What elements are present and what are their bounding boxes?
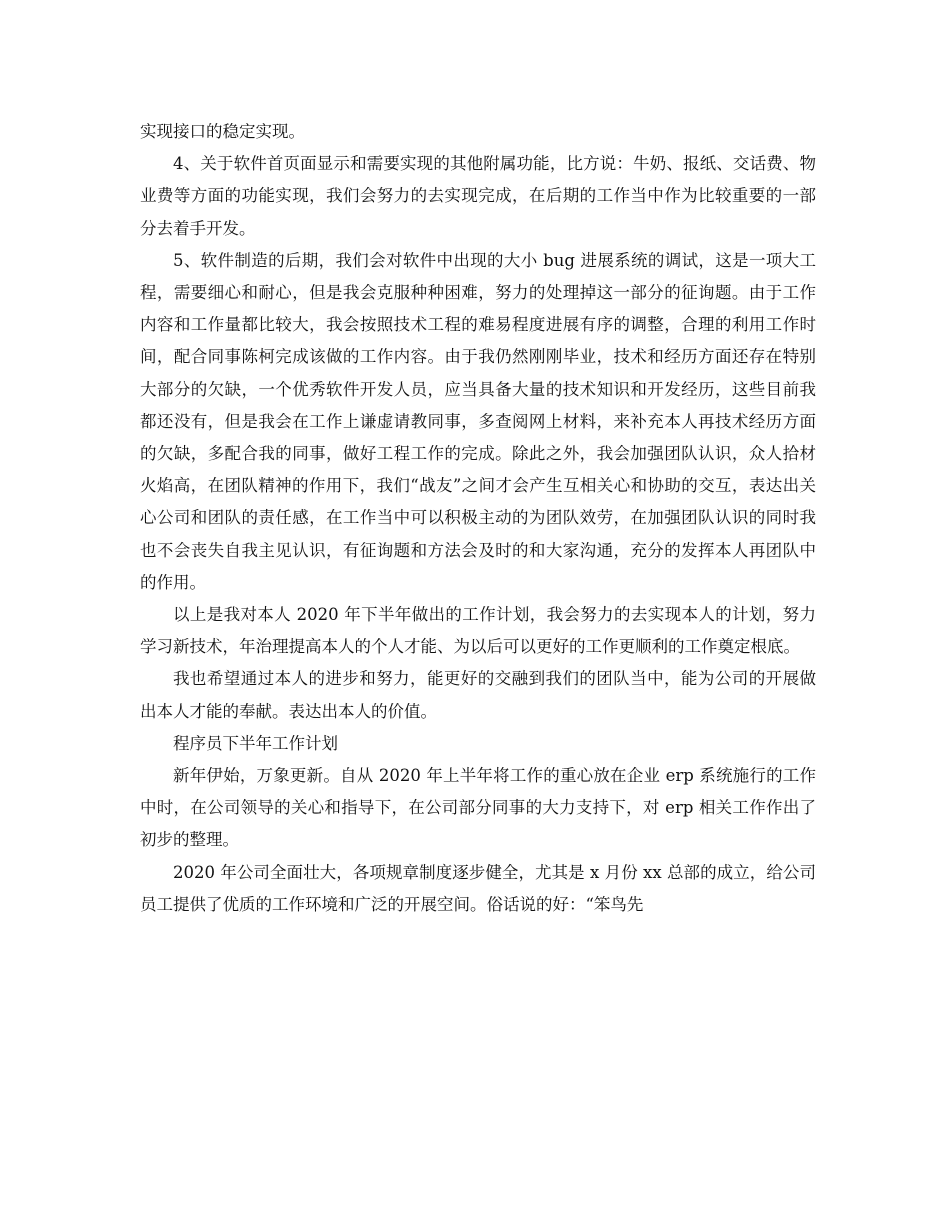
paragraph-item-5: 5、软件制造的后期，我们会对软件中出现的大小 bug 进展系统的调试，这是一项大工程，需要细心和耐心，但是我会克服种种困难，努力的处理掉这一部分的征询题。由于工作内容和工作量都比较大，我会按照技术工程的难易程度进展有序的调整，合理的利用工作时间，配合同事陈柯完成该做的工作内容。由于我仍然刚刚毕业，技术和经历方面还存在特别大部分的欠缺，一个优秀软件开发人员，应当具备大量的技术知识和开发经历，这些目前我都还没有，但是我会在工作上谦虚请教同事，多查阅网上材料，来补充本人再技术经历方面的欠缺，多配合我的同事，做好工程工作的完成。除此之外，我会加强团队认识，众人拾材火焰高，在团队精神的作用下，我们“战友”之间才会产生互相关心和协助的交互，表达出关心公司和团队的责任感，在工作当中可以积极主动的为团队效劳，在加强团队认识的同时我也不会丧失自我主见认识，有征询题和方法会及时的和大家沟通，充分的发挥本人再团队中的作用。 <box>140 250 816 592</box>
paragraph-item-4: 4、关于软件首页面显示和需要实现的其他附属功能，比方说：牛奶、报纸、交话费、物业费等方面的功能实现，我们会努力的去实现完成，在后期的工作当中作为比较重要的一部分去着手开发。 <box>140 154 816 238</box>
paragraph-hope: 我也希望通过本人的进步和努力，能更好的交融到我们的团队当中，能为公司的开展做出本人才能的奉献。表达出本人的价值。 <box>140 669 816 721</box>
document-body <box>140 116 816 921</box>
paragraph-new-year: 新年伊始，万象更新。自从 2020 年上半年将工作的重心放在企业 erp 系统施行的工作中时，在公司领导的关心和指导下，在公司部分同事的大力支持下，对 erp 相关工作作出了初步的整理。 <box>140 766 816 850</box>
paragraph-summary: 以上是我对本人 2020 年下半年做出的工作计划，我会努力的去实现本人的计划，努力学习新技术，年治理提高本人的个人才能、为以后可以更好的工作更顺利的工作奠定根底。 <box>140 605 816 657</box>
section-heading: 程序员下半年工作计划 <box>173 733 338 753</box>
paragraph-continuation: 实现接口的稳定实现。 <box>140 122 305 141</box>
paragraph-company-growth: 2020 年公司全面壮大，各项规章制度逐步健全，尤其是 x 月份 xx 总部的成立，给公司员工提供了优质的工作环境和广泛的开展空间。俗话说的好：“笨鸟先 <box>140 862 816 914</box>
